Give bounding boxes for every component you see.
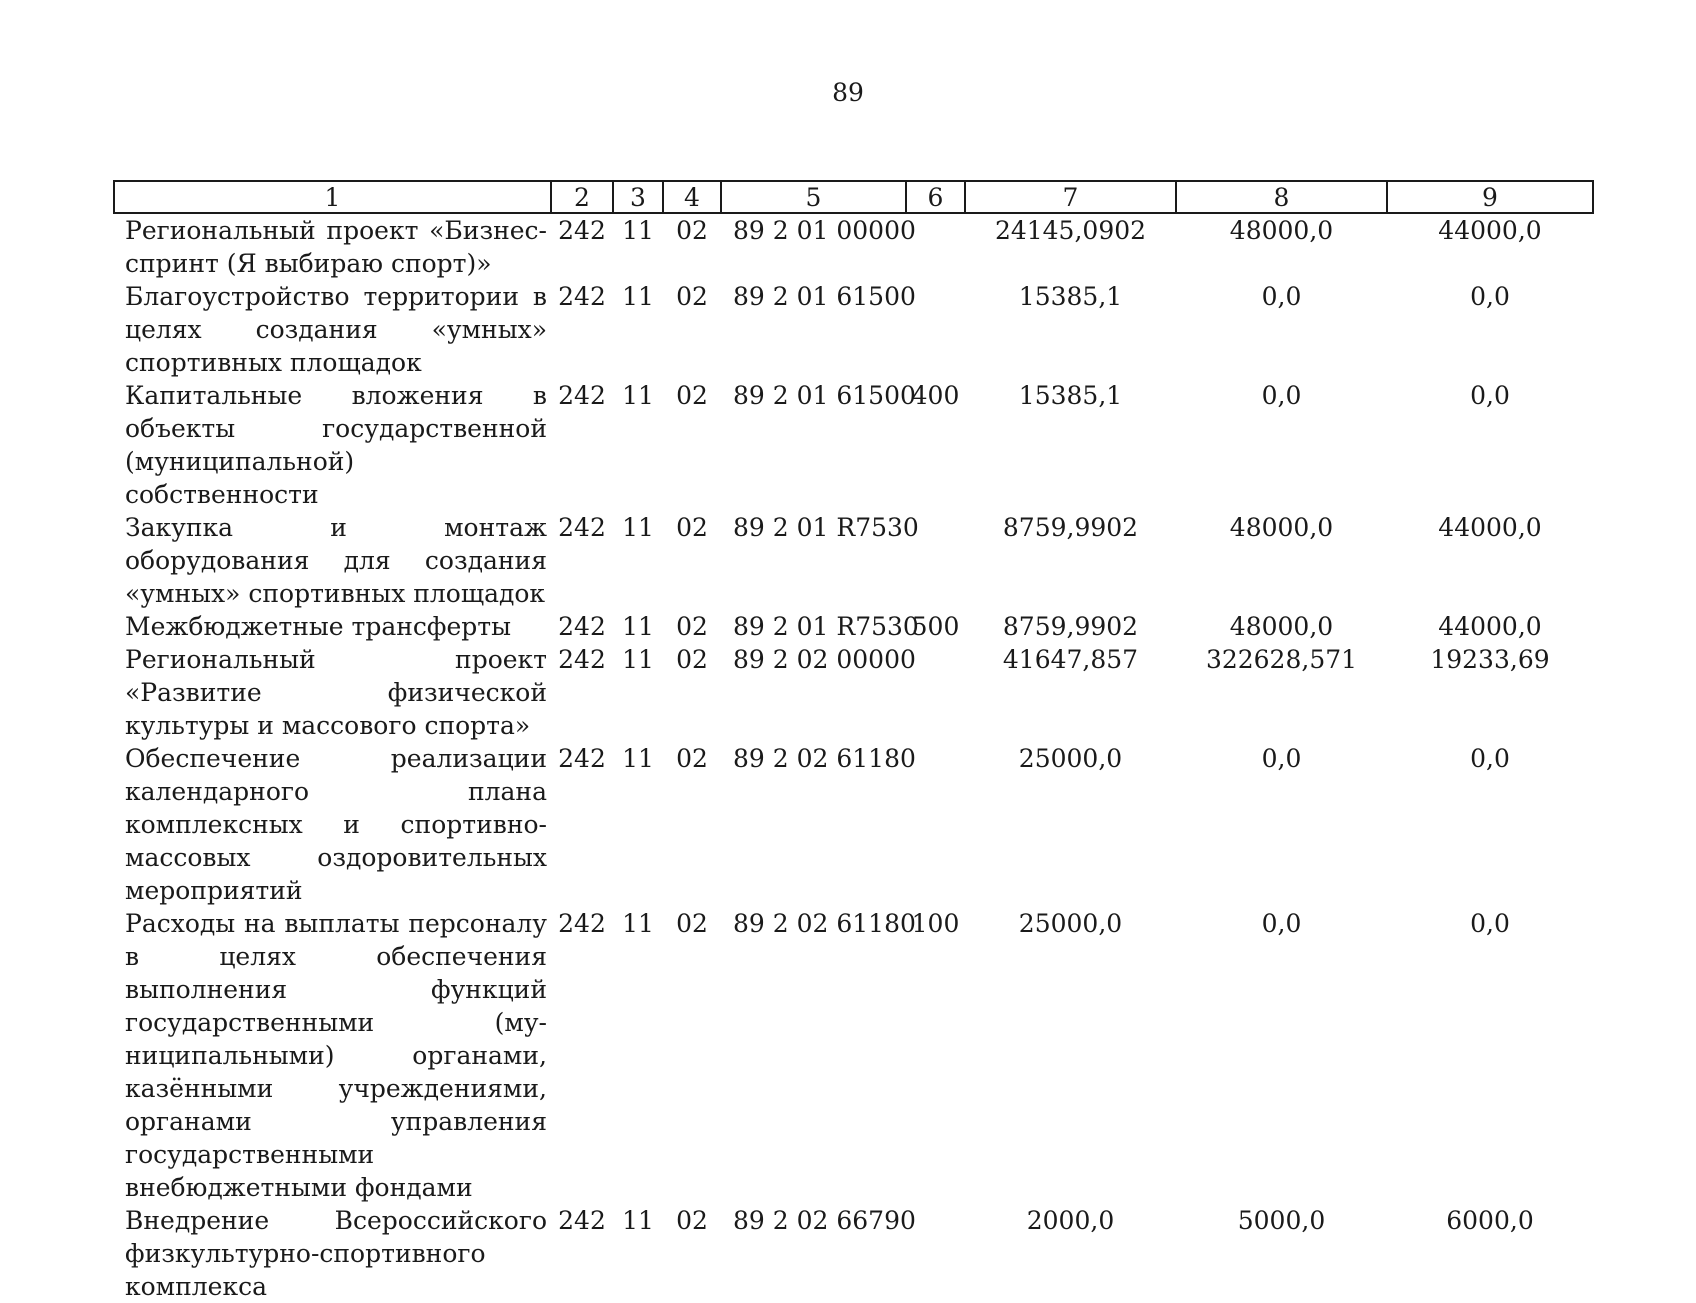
table-row	[114, 511, 1593, 610]
row-col-5: 89 2 02 61180	[733, 744, 916, 773]
row-col-8: 48000,0	[1229, 513, 1334, 542]
row-col-3: 11	[622, 282, 654, 311]
row-name: Региональный проект «Бизнес-спринт (Я выбираю спорт)»	[125, 216, 547, 278]
row-col-3: 11	[622, 612, 654, 641]
budget-table	[113, 180, 1594, 1303]
row-col-2: 242	[558, 381, 606, 410]
table-row	[114, 907, 1593, 1204]
table-row	[114, 1204, 1593, 1303]
header-col-4: 4	[663, 181, 721, 213]
row-col-5: 89 2 01 61500	[733, 381, 916, 410]
row-col-9: 44000,0	[1438, 216, 1542, 245]
row-col-7: 25000,0	[1018, 909, 1123, 938]
row-name: Региональный проект «Развитие физической культуры и массового спорта»	[125, 645, 547, 740]
row-col-3: 11	[622, 513, 654, 542]
header-col-2: 2	[551, 181, 613, 213]
row-col-4: 02	[676, 744, 708, 773]
row-name: Расходы на выплаты персоналу в целях обеспечения выполнения функций государственными (муниципальными) органами, казёнными учреждениями, органами управления государственными внебюджетными фондами	[125, 909, 547, 1202]
table-row	[114, 742, 1593, 907]
row-name: Межбюджетные трансферты	[125, 612, 512, 641]
header-col-6: 6	[906, 181, 965, 213]
row-col-8: 0,0	[1261, 282, 1302, 311]
row-col-5: 89 2 02 66790	[733, 1206, 916, 1235]
row-col-7: 41647,857	[1002, 645, 1139, 674]
row-col-9: 0,0	[1470, 381, 1510, 410]
row-col-7: 24145,0902	[994, 216, 1147, 245]
row-col-7: 25000,0	[1018, 744, 1123, 773]
row-col-8: 5000,0	[1237, 1206, 1326, 1235]
row-col-5: 89 2 01 61500	[733, 282, 916, 311]
row-col-8: 0,0	[1261, 909, 1302, 938]
row-col-2: 242	[558, 909, 606, 938]
row-col-4: 02	[676, 381, 708, 410]
row-col-8: 48000,0	[1229, 216, 1334, 245]
row-col-9: 0,0	[1470, 909, 1510, 938]
header-col-5: 5	[721, 181, 906, 213]
row-name: Капитальные вложения в объекты государственной (муниципальной) собственности	[125, 381, 547, 509]
row-col-5: 89 2 01 00000	[733, 216, 916, 245]
header-row	[114, 181, 1593, 213]
header-col-7: 7	[965, 181, 1176, 213]
row-col-5: 89 2 01 R7530	[733, 612, 919, 641]
row-col-2: 242	[558, 612, 606, 641]
table-row	[114, 280, 1593, 379]
row-col-4: 02	[676, 513, 708, 542]
table-row	[114, 379, 1593, 511]
table-row	[114, 643, 1593, 742]
row-col-5: 89 2 01 R7530	[733, 513, 919, 542]
row-col-9: 44000,0	[1438, 513, 1542, 542]
row-col-4: 02	[676, 1206, 708, 1235]
row-col-2: 242	[558, 216, 606, 245]
row-col-3: 11	[622, 909, 654, 938]
row-col-4: 02	[676, 612, 708, 641]
row-col-6: 100	[911, 909, 960, 938]
row-col-2: 242	[558, 282, 606, 311]
row-col-4: 02	[676, 282, 708, 311]
row-col-7: 15385,1	[1018, 282, 1123, 311]
table-row	[114, 213, 1593, 280]
row-col-8: 0,0	[1261, 381, 1302, 410]
row-col-2: 242	[558, 513, 606, 542]
row-name: Внедрение Всероссийского физкультурно-спортивного комплекса	[125, 1206, 547, 1301]
row-col-6: 500	[911, 612, 960, 641]
row-col-4: 02	[676, 645, 708, 674]
row-col-2: 242	[558, 645, 606, 674]
row-col-7: 2000,0	[1026, 1206, 1115, 1235]
header-col-3: 3	[613, 181, 663, 213]
row-col-2: 242	[558, 1206, 606, 1235]
row-col-7: 15385,1	[1018, 381, 1123, 410]
row-name: Благоустройство территории в целях создания «умных» спортивных площадок	[125, 282, 547, 377]
row-col-4: 02	[676, 216, 708, 245]
row-col-8: 322628,571	[1205, 645, 1358, 674]
table-row	[114, 610, 1593, 643]
row-col-9: 0,0	[1470, 744, 1510, 773]
row-col-9: 0,0	[1470, 282, 1510, 311]
row-col-2: 242	[558, 744, 606, 773]
row-col-3: 11	[622, 645, 654, 674]
row-col-8: 48000,0	[1229, 612, 1334, 641]
header-col-1: 1	[114, 181, 551, 213]
row-col-7: 8759,9902	[1002, 513, 1139, 542]
header-col-9: 9	[1387, 181, 1593, 213]
row-name: Обеспечение реализации календарного плана комплексных и спортивно-массовых оздоровительных мероприятий	[125, 744, 547, 905]
row-col-9: 6000,0	[1446, 1206, 1534, 1235]
row-col-3: 11	[622, 216, 654, 245]
row-col-8: 0,0	[1261, 744, 1302, 773]
row-col-3: 11	[622, 744, 654, 773]
page-number: 89	[832, 78, 864, 107]
row-col-3: 11	[622, 1206, 654, 1235]
table-body	[114, 213, 1593, 1303]
header-col-8: 8	[1176, 181, 1387, 213]
row-col-5: 89 2 02 00000	[733, 645, 916, 674]
row-col-4: 02	[676, 909, 708, 938]
table-header	[114, 181, 1593, 213]
row-col-5: 89 2 02 61180	[733, 909, 916, 938]
row-col-7: 8759,9902	[1002, 612, 1139, 641]
row-col-9: 19233,69	[1430, 645, 1550, 674]
row-col-9: 44000,0	[1438, 612, 1542, 641]
row-col-6: 400	[911, 381, 960, 410]
row-col-3: 11	[622, 381, 654, 410]
row-name: Закупка и монтаж оборудования для создания «умных» спортивных площадок	[125, 513, 547, 608]
